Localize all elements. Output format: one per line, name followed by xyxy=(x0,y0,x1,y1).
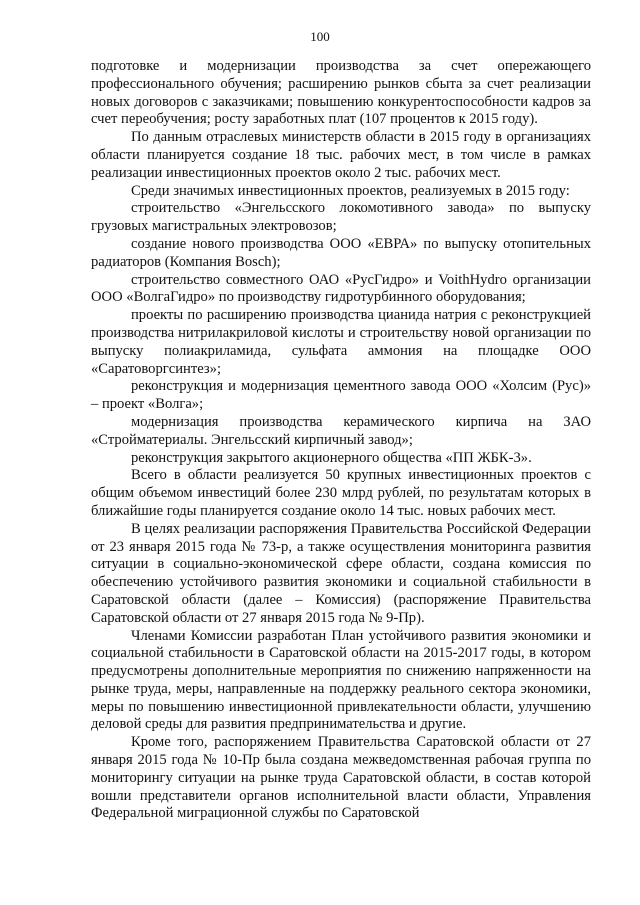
paragraph-projects-intro: Среди значимых инвестиционных проектов, реализуемых в 2015 году: xyxy=(131,182,570,199)
paragraph-commission-created: В целях реализации распоряжения Правительства Российской Федерации от 23 января 2015 года № 73-р, а также осуществления мониторинга развития ситуации в социально-экономической сфере области, создана комиссия по обеспечению устойчивого развития экономики и социальной стабильности в Саратовской области (далее – Комиссия) (распоряжение Правительства Саратовской области от 27 января 2015 года № 9-Пр). xyxy=(91,520,591,626)
list-item-pp-zhbk-3: реконструкция закрытого акционерного общества «ПП ЖБК-3». xyxy=(131,449,532,466)
page-number: 100 xyxy=(310,29,330,44)
paragraph-stability-plan: Членами Комиссии разработан План устойчивого развития экономики и социальной стабильности в Саратовской области на 2015-2017 годы, в котором предусмотрены дополнительные мероприятия по снижению напряженности на рынке труда, меры, направленные на поддержку реального сектора экономики, меры по повышению инвестиционной привлекательности области, улучшению деловой среды для развития предпринимательства и другие. xyxy=(91,627,591,733)
list-item-evra-radiators: создание нового производства ООО «ЕВРА» по выпуску отопительных радиаторов (Компания Bosch); xyxy=(91,235,591,270)
paragraph-investment-summary: Всего в области реализуется 50 крупных инвестиционных проектов с общим объемом инвестиций более 230 млрд рублей, по результатам которых в ближайшие годы планируется создание около 14 тыс. новых рабочих мест. xyxy=(91,467,591,519)
list-item-saratovorgsintez: проекты по расширению производства цианида натрия с реконструкцией производства нитрилакриловой кислоты и строительству новой организации по выпуску полиакриламида, сульфата аммония на площадке ООО «Саратоворгсинтез»; xyxy=(91,307,591,377)
list-item-locomotive-plant: строительство «Энгельсского локомотивного завода» по выпуску грузовых магистральных электровозов; xyxy=(91,200,591,235)
paragraph-continuation: подготовке и модернизации производства за счет опережающего профессионального обучения; расширению рынков сбыта за счет реализации новых договоров с заказчиками; повышению конкурентоспособности кадров за счет переобучения; росту заработных плат (107 процентов к 2015 году). xyxy=(91,58,591,128)
paragraph-job-creation: По данным отраслевых министерств области в 2015 году в организациях области планируется создание 18 тыс. рабочих мест, в том числе в рамках реализации инвестиционных проектов около 2 тыс. рабочих мест. xyxy=(91,129,591,181)
list-item-volgagidro: строительство совместного ОАО «РусГидро» и VoithHydro организации ООО «ВолгаГидро» по производству гидротурбинного оборудования; xyxy=(91,271,591,306)
list-item-holcim-cement: реконструкция и модернизация цементного завода ООО «Холсим (Рус)» – проект «Волга»; xyxy=(91,378,591,413)
list-item-brick-plant: модернизация производства керамического кирпича на ЗАО «Стройматериалы. Энгельсский кирпичный завод»; xyxy=(91,413,591,448)
document-body xyxy=(91,58,591,823)
paragraph-working-group: Кроме того, распоряжением Правительства Саратовской области от 27 января 2015 года № 10-Пр была создана межведомственная рабочая группа по мониторингу ситуации на рынке труда Саратовской области, в состав которой вошли представители органов исполнительной власти области, Управления Федеральной миграционной службы по Саратовской xyxy=(91,734,591,822)
